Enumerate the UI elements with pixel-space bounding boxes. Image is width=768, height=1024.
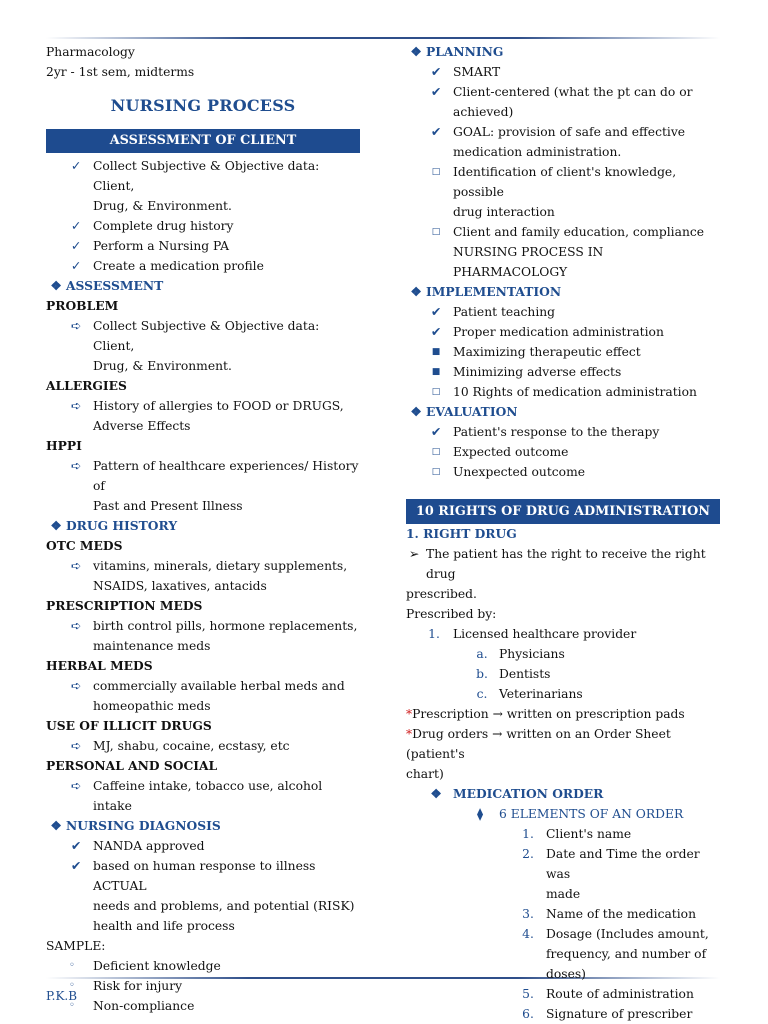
- square-bullet-icon: □: [431, 167, 441, 177]
- list-marker: 2.: [522, 847, 534, 861]
- prescribed-by-label: Prescribed by:: [406, 607, 497, 621]
- sub-list-item: b. Dentists: [406, 664, 722, 684]
- list-marker: 6.: [522, 1007, 534, 1021]
- footer-initials: P.K.B: [46, 989, 78, 1003]
- diamond-bullet-icon: ❖: [410, 284, 422, 299]
- list-item: □ 10 Rights of medication administration: [406, 382, 722, 402]
- filled-square-icon: ■: [431, 347, 441, 357]
- checkmark-icon: ✔: [430, 125, 442, 139]
- arrow-bullet-icon: ➪: [70, 559, 82, 573]
- right-drug-text: ➢ The patient has the right to receive the right drug: [406, 544, 722, 584]
- check-icon: ✓: [70, 239, 82, 253]
- nursing-diagnosis-heading: ❖ NURSING DIAGNOSIS: [46, 816, 364, 836]
- list-marker: c.: [476, 687, 488, 701]
- diamond-bullet-icon: ❖: [50, 278, 62, 293]
- order-element-item: 4. Dosage (Includes amount,: [406, 924, 722, 944]
- list-item: needs and problems, and potential (RISK): [93, 899, 355, 913]
- checkmark-icon: ✔: [430, 65, 442, 79]
- circle-bullet-icon: ◦: [69, 980, 75, 991]
- arrow-bullet-icon: ➪: [70, 779, 82, 793]
- list-item: NSAIDS, laxatives, antacids: [93, 579, 267, 593]
- checklist-item: ✓ Create a medication profile: [46, 256, 364, 276]
- order-element-item: 6. Signature of prescriber: [406, 1004, 722, 1024]
- list-marker: 1.: [522, 827, 534, 841]
- list-item: ➪ Caffeine intake, tobacco use, alcohol intake: [46, 776, 364, 816]
- list-item: ✔ GOAL: provision of safe and effective: [406, 122, 722, 142]
- checkmark-icon: ✔: [430, 325, 442, 339]
- problem-label: PROBLEM: [46, 298, 119, 313]
- list-item: ✔ Patient teaching: [406, 302, 722, 322]
- list-item: ➪ commercially available herbal meds and: [46, 676, 364, 696]
- list-marker: 4.: [522, 927, 534, 941]
- list-item: □ Unexpected outcome: [406, 462, 722, 482]
- list-item: □ Client and family education, compliance: [406, 222, 722, 242]
- filled-square-icon: ■: [431, 367, 441, 377]
- order-element-item: 2. Date and Time the order was: [406, 844, 722, 884]
- top-rule: [46, 37, 720, 39]
- list-item: ✔ Patient's response to the therapy: [406, 422, 722, 442]
- diamond-bullet-icon: ❖: [50, 518, 62, 533]
- diamond-bullet-icon: ❖: [410, 404, 422, 419]
- diamond-bullet-icon: ❖: [410, 44, 422, 59]
- planning-heading: ❖ PLANNING: [406, 42, 722, 62]
- list-item: ✔ Proper medication administration: [406, 322, 722, 342]
- drug-orders-note-cont: chart): [406, 767, 444, 781]
- list-item: ➪ Pattern of healthcare experiences/ History of: [46, 456, 364, 496]
- list-item: □ Expected outcome: [406, 442, 722, 462]
- evaluation-heading: ❖ EVALUATION: [406, 402, 722, 422]
- assessment-banner: ASSESSMENT OF CLIENT: [46, 129, 360, 153]
- page-title: NURSING PROCESS: [110, 96, 296, 115]
- list-item: ■ Minimizing adverse effects: [406, 362, 722, 382]
- list-marker: a.: [476, 647, 488, 661]
- arrow-bullet-icon: ➪: [70, 619, 82, 633]
- checkmark-icon: ✔: [430, 85, 442, 99]
- implementation-heading: ❖ IMPLEMENTATION: [406, 282, 722, 302]
- list-item: □ Identification of client's knowledge, possible: [406, 162, 722, 202]
- list-item: health and life process: [93, 919, 235, 933]
- order-element-item: made: [546, 887, 581, 901]
- elements-heading: ⧫ 6 ELEMENTS OF AN ORDER: [406, 804, 722, 824]
- arrow-bullet-icon: ➪: [70, 739, 82, 753]
- list-item: Adverse Effects: [93, 419, 191, 433]
- list-item: ➪ Collect Subjective & Objective data: Client,: [46, 316, 364, 356]
- list-item: achieved): [453, 105, 514, 119]
- square-bullet-icon: □: [431, 387, 441, 397]
- drug-orders-note: *Drug orders → written on an Order Sheet (patient's: [406, 727, 671, 761]
- arrow-bullet-icon: ➪: [70, 399, 82, 413]
- sample-label: SAMPLE:: [46, 939, 106, 953]
- list-item: drug interaction: [453, 205, 555, 219]
- list-item: ✔ based on human response to illness ACTUAL: [46, 856, 364, 896]
- list-item: ➪ History of allergies to FOOD or DRUGS,: [46, 396, 364, 416]
- order-element-item: 5. Route of administration: [406, 984, 722, 1004]
- illicit-label: USE OF ILLICIT DRUGS: [46, 718, 212, 733]
- checkmark-icon: ✔: [430, 305, 442, 319]
- medication-order-heading: ❖ MEDICATION ORDER: [406, 784, 722, 804]
- circle-bullet-icon: ◦: [69, 1000, 75, 1011]
- list-item: ■ Maximizing therapeutic effect: [406, 342, 722, 362]
- checklist-item: ✓ Collect Subjective & Objective data: Client,: [46, 156, 364, 196]
- checkmark-icon: ✔: [70, 839, 82, 853]
- list-marker: 5.: [522, 987, 534, 1001]
- circle-bullet-icon: ◦: [69, 960, 75, 971]
- otc-label: OTC MEDS: [46, 538, 123, 553]
- order-element-item: 3. Name of the medication: [406, 904, 722, 924]
- square-bullet-icon: □: [431, 467, 441, 477]
- right-column: [406, 42, 722, 1024]
- check-icon: ✓: [70, 259, 82, 273]
- provider-item: 1. Licensed healthcare provider: [428, 627, 637, 641]
- order-element-item: frequency, and number of: [546, 947, 707, 961]
- check-icon: ✓: [70, 219, 82, 233]
- list-item: ✔ Client-centered (what the pt can do or: [406, 82, 722, 102]
- diamond-bullet-icon: ❖: [50, 818, 62, 833]
- rx-label: PRESCRIPTION MEDS: [46, 598, 203, 613]
- ten-rights-banner: 10 RIGHTS OF DRUG ADMINISTRATION: [406, 499, 720, 524]
- list-item: ◦ Risk for injury: [46, 976, 364, 996]
- arrow-bullet-icon: ➪: [70, 319, 82, 333]
- square-bullet-icon: □: [431, 447, 441, 457]
- list-marker: 3.: [522, 907, 534, 921]
- list-item: ◦ Deficient knowledge: [46, 956, 364, 976]
- sub-list-item: a. Physicians: [406, 644, 722, 664]
- square-bullet-icon: □: [431, 227, 441, 237]
- sub-list-item: c. Veterinarians: [406, 684, 722, 704]
- list-item: ✔ NANDA approved: [46, 836, 364, 856]
- checkmark-icon: ✔: [70, 859, 82, 873]
- list-item: ◦ Non-compliance: [46, 996, 364, 1016]
- list-item: ➪ MJ, shabu, cocaine, ecstasy, etc: [46, 736, 364, 756]
- list-item: maintenance meds: [93, 639, 211, 653]
- list-marker: b.: [476, 667, 488, 681]
- term-line: 2yr - 1st sem, midterms: [46, 65, 195, 79]
- arrow-bullet-icon: ➪: [70, 679, 82, 693]
- list-item: homeopathic meds: [93, 699, 211, 713]
- checkmark-icon: ✔: [430, 425, 442, 439]
- left-column: [46, 42, 364, 1016]
- list-item: NURSING PROCESS IN: [453, 245, 604, 259]
- order-element-item: 1. Client's name: [406, 824, 722, 844]
- course-name: Pharmacology: [46, 45, 135, 59]
- social-label: PERSONAL AND SOCIAL: [46, 758, 218, 773]
- checklist-item: Drug, & Environment.: [93, 199, 232, 213]
- right-drug-text-cont: prescribed.: [406, 587, 477, 601]
- diamond-bullet-icon: ❖: [430, 786, 442, 801]
- list-item: Drug, & Environment.: [93, 359, 232, 373]
- herbal-label: HERBAL MEDS: [46, 658, 153, 673]
- list-item: ✔ SMART: [406, 62, 722, 82]
- list-item: Past and Present Illness: [93, 499, 243, 513]
- checklist-item: ✓ Complete drug history: [46, 216, 364, 236]
- checklist-item: ✓ Perform a Nursing PA: [46, 236, 364, 256]
- arrowhead-bullet-icon: ➢: [408, 547, 420, 561]
- drug-history-heading: ❖ DRUG HISTORY: [46, 516, 364, 536]
- list-item: PHARMACOLOGY: [453, 265, 568, 279]
- check-icon: ✓: [70, 159, 82, 173]
- solid-diamond-icon: ⧫: [476, 807, 484, 821]
- list-item: ➪ birth control pills, hormone replacements,: [46, 616, 364, 636]
- right-drug-heading: 1. RIGHT DRUG: [406, 526, 517, 541]
- list-item: medication administration.: [453, 145, 622, 159]
- hppi-label: HPPI: [46, 438, 82, 453]
- order-element-item: doses): [546, 967, 586, 981]
- arrow-bullet-icon: ➪: [70, 459, 82, 473]
- allergies-label: ALLERGIES: [46, 378, 127, 393]
- prescription-note: *Prescription → written on prescription pads: [406, 707, 685, 721]
- assessment-heading: ❖ ASSESSMENT: [46, 276, 364, 296]
- list-item: ➪ vitamins, minerals, dietary supplements,: [46, 556, 364, 576]
